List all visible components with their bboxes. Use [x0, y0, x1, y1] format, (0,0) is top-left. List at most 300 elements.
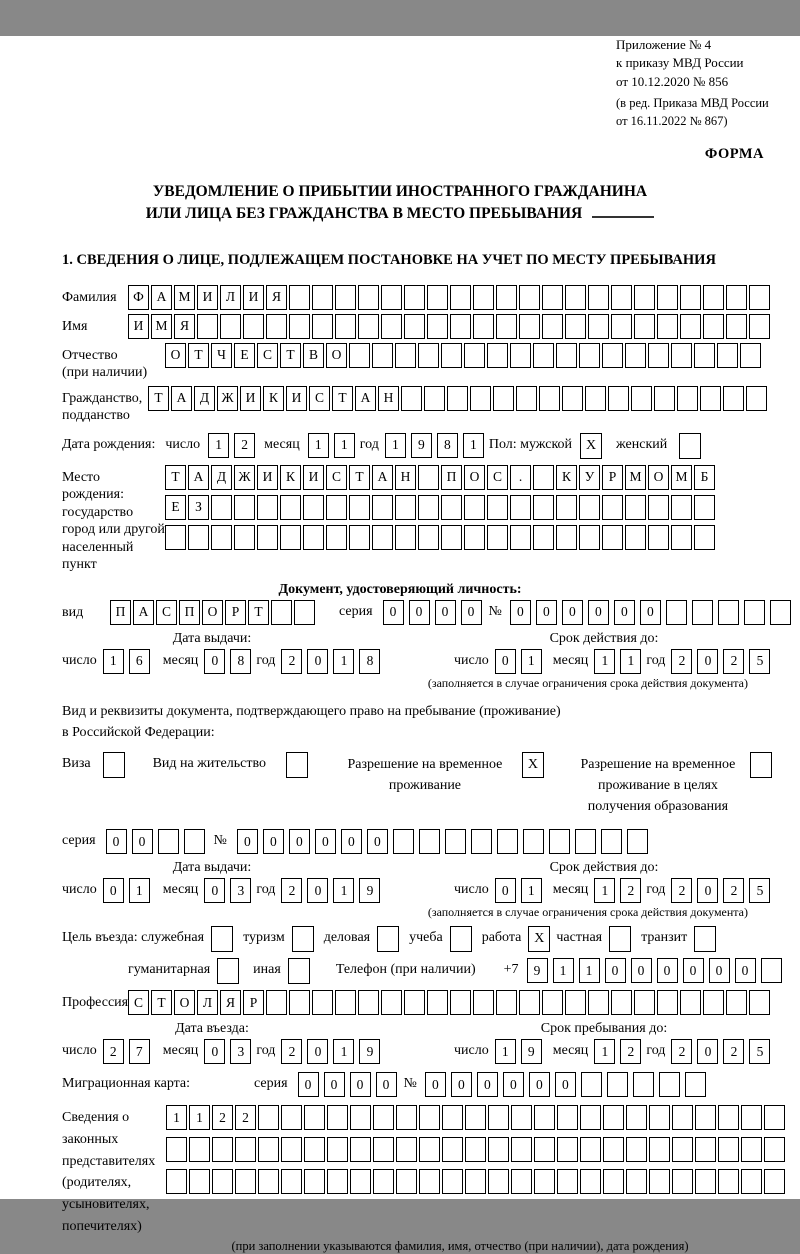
- char-cell[interactable]: [764, 1105, 785, 1130]
- char-cell[interactable]: 0: [263, 829, 284, 854]
- char-cell[interactable]: [533, 495, 554, 520]
- char-cell[interactable]: [534, 1137, 555, 1162]
- char-cell[interactable]: [327, 1105, 348, 1130]
- char-cell[interactable]: 0: [503, 1072, 524, 1097]
- char-cell[interactable]: [575, 829, 596, 854]
- char-cell[interactable]: [442, 1105, 463, 1130]
- char-cell[interactable]: И: [286, 386, 307, 411]
- char-cell[interactable]: [289, 314, 310, 339]
- char-cell[interactable]: [588, 285, 609, 310]
- char-cell[interactable]: [257, 495, 278, 520]
- char-cell[interactable]: [723, 386, 744, 411]
- char-cell[interactable]: [419, 1105, 440, 1130]
- char-cell[interactable]: 0: [409, 600, 430, 625]
- char-cell[interactable]: [565, 990, 586, 1015]
- char-cell[interactable]: [588, 314, 609, 339]
- char-cell[interactable]: 9: [359, 1039, 380, 1064]
- char-cell[interactable]: [280, 495, 301, 520]
- char-cell[interactable]: 1: [208, 433, 229, 458]
- char-cell[interactable]: [511, 1169, 532, 1194]
- char-cell[interactable]: [234, 495, 255, 520]
- char-cell[interactable]: 1: [333, 878, 354, 903]
- char-cell[interactable]: [303, 495, 324, 520]
- char-cell[interactable]: С: [487, 465, 508, 490]
- char-cell[interactable]: 2: [620, 1039, 641, 1064]
- char-cell[interactable]: [235, 1137, 256, 1162]
- char-cell[interactable]: [694, 343, 715, 368]
- char-cell[interactable]: [603, 1137, 624, 1162]
- char-cell[interactable]: 0: [697, 649, 718, 674]
- char-cell[interactable]: Р: [225, 600, 246, 625]
- char-cell[interactable]: 5: [749, 878, 770, 903]
- char-cell[interactable]: [312, 285, 333, 310]
- char-cell[interactable]: [703, 990, 724, 1015]
- char-cell[interactable]: [677, 386, 698, 411]
- char-cell[interactable]: [580, 1105, 601, 1130]
- char-cell[interactable]: [565, 285, 586, 310]
- char-cell[interactable]: [657, 285, 678, 310]
- char-cell[interactable]: 2: [281, 1039, 302, 1064]
- char-cell[interactable]: [726, 285, 747, 310]
- char-cell[interactable]: 2: [281, 878, 302, 903]
- char-cell[interactable]: [395, 495, 416, 520]
- sex-female-checkbox[interactable]: [679, 433, 701, 459]
- char-cell[interactable]: [349, 495, 370, 520]
- char-cell[interactable]: [470, 386, 491, 411]
- char-cell[interactable]: [258, 1137, 279, 1162]
- char-cell[interactable]: [695, 1105, 716, 1130]
- char-cell[interactable]: [625, 525, 646, 550]
- char-cell[interactable]: Л: [220, 285, 241, 310]
- char-cell[interactable]: [312, 990, 333, 1015]
- char-cell[interactable]: [335, 990, 356, 1015]
- char-cell[interactable]: [579, 525, 600, 550]
- char-cell[interactable]: [358, 285, 379, 310]
- char-cell[interactable]: 3: [230, 1039, 251, 1064]
- char-cell[interactable]: 0: [735, 958, 756, 983]
- char-cell[interactable]: [445, 829, 466, 854]
- char-cell[interactable]: 0: [605, 958, 626, 983]
- char-cell[interactable]: [580, 1169, 601, 1194]
- char-cell[interactable]: [281, 1105, 302, 1130]
- char-cell[interactable]: 2: [620, 878, 641, 903]
- char-cell[interactable]: [649, 1137, 670, 1162]
- purpose-tourism-checkbox[interactable]: [292, 926, 314, 952]
- char-cell[interactable]: 1: [521, 878, 542, 903]
- char-cell[interactable]: [744, 600, 765, 625]
- char-cell[interactable]: [666, 600, 687, 625]
- char-cell[interactable]: 8: [230, 649, 251, 674]
- char-cell[interactable]: [373, 1169, 394, 1194]
- char-cell[interactable]: [510, 495, 531, 520]
- char-cell[interactable]: [625, 495, 646, 520]
- char-cell[interactable]: [372, 343, 393, 368]
- char-cell[interactable]: 1: [166, 1105, 187, 1130]
- char-cell[interactable]: 2: [671, 649, 692, 674]
- char-cell[interactable]: [447, 386, 468, 411]
- char-cell[interactable]: [189, 1169, 210, 1194]
- char-cell[interactable]: [488, 1137, 509, 1162]
- char-cell[interactable]: 1: [579, 958, 600, 983]
- char-cell[interactable]: [519, 285, 540, 310]
- char-cell[interactable]: 0: [697, 878, 718, 903]
- char-cell[interactable]: Т: [165, 465, 186, 490]
- char-cell[interactable]: [487, 495, 508, 520]
- char-cell[interactable]: [648, 495, 669, 520]
- char-cell[interactable]: [349, 343, 370, 368]
- char-cell[interactable]: М: [671, 465, 692, 490]
- char-cell[interactable]: У: [579, 465, 600, 490]
- char-cell[interactable]: [464, 343, 485, 368]
- char-cell[interactable]: 1: [333, 1039, 354, 1064]
- char-cell[interactable]: [626, 1169, 647, 1194]
- char-cell[interactable]: 0: [435, 600, 456, 625]
- char-cell[interactable]: 0: [614, 600, 635, 625]
- char-cell[interactable]: [649, 1169, 670, 1194]
- char-cell[interactable]: 0: [709, 958, 730, 983]
- char-cell[interactable]: Б: [694, 465, 715, 490]
- char-cell[interactable]: [556, 343, 577, 368]
- char-cell[interactable]: [519, 314, 540, 339]
- char-cell[interactable]: 0: [204, 878, 225, 903]
- char-cell[interactable]: [189, 1137, 210, 1162]
- char-cell[interactable]: [634, 285, 655, 310]
- purpose-humanitarian-checkbox[interactable]: [217, 958, 239, 984]
- purpose-work-checkbox[interactable]: X: [528, 926, 550, 952]
- char-cell[interactable]: 0: [383, 600, 404, 625]
- char-cell[interactable]: 2: [671, 1039, 692, 1064]
- char-cell[interactable]: [534, 1169, 555, 1194]
- char-cell[interactable]: 0: [367, 829, 388, 854]
- char-cell[interactable]: 1: [385, 433, 406, 458]
- char-cell[interactable]: [373, 1137, 394, 1162]
- char-cell[interactable]: 1: [594, 649, 615, 674]
- char-cell[interactable]: [404, 990, 425, 1015]
- char-cell[interactable]: [243, 314, 264, 339]
- char-cell[interactable]: [533, 343, 554, 368]
- char-cell[interactable]: Н: [395, 465, 416, 490]
- char-cell[interactable]: [234, 525, 255, 550]
- char-cell[interactable]: [473, 285, 494, 310]
- char-cell[interactable]: 1: [553, 958, 574, 983]
- char-cell[interactable]: [649, 1105, 670, 1130]
- char-cell[interactable]: [740, 343, 761, 368]
- char-cell[interactable]: [703, 314, 724, 339]
- char-cell[interactable]: [749, 314, 770, 339]
- char-cell[interactable]: И: [197, 285, 218, 310]
- char-cell[interactable]: [770, 600, 791, 625]
- char-cell[interactable]: Л: [197, 990, 218, 1015]
- char-cell[interactable]: [680, 285, 701, 310]
- char-cell[interactable]: [419, 829, 440, 854]
- char-cell[interactable]: [488, 1105, 509, 1130]
- char-cell[interactable]: [496, 314, 517, 339]
- char-cell[interactable]: 8: [359, 649, 380, 674]
- char-cell[interactable]: [657, 990, 678, 1015]
- char-cell[interactable]: С: [309, 386, 330, 411]
- char-cell[interactable]: 0: [307, 878, 328, 903]
- char-cell[interactable]: [396, 1137, 417, 1162]
- char-cell[interactable]: [349, 525, 370, 550]
- char-cell[interactable]: К: [556, 465, 577, 490]
- purpose-transit-checkbox[interactable]: [694, 926, 716, 952]
- char-cell[interactable]: О: [202, 600, 223, 625]
- char-cell[interactable]: 8: [437, 433, 458, 458]
- char-cell[interactable]: [741, 1137, 762, 1162]
- char-cell[interactable]: 0: [461, 600, 482, 625]
- char-cell[interactable]: [266, 990, 287, 1015]
- char-cell[interactable]: [381, 990, 402, 1015]
- char-cell[interactable]: [692, 600, 713, 625]
- char-cell[interactable]: И: [240, 386, 261, 411]
- char-cell[interactable]: 0: [683, 958, 704, 983]
- char-cell[interactable]: [718, 1137, 739, 1162]
- char-cell[interactable]: [326, 495, 347, 520]
- char-cell[interactable]: [257, 525, 278, 550]
- char-cell[interactable]: 1: [521, 649, 542, 674]
- char-cell[interactable]: [718, 1105, 739, 1130]
- char-cell[interactable]: 9: [359, 878, 380, 903]
- char-cell[interactable]: [633, 1072, 654, 1097]
- char-cell[interactable]: 1: [308, 433, 329, 458]
- char-cell[interactable]: [694, 495, 715, 520]
- char-cell[interactable]: Т: [280, 343, 301, 368]
- char-cell[interactable]: [464, 525, 485, 550]
- char-cell[interactable]: [418, 495, 439, 520]
- temp-residence-edu-checkbox[interactable]: [750, 752, 772, 778]
- char-cell[interactable]: [672, 1105, 693, 1130]
- char-cell[interactable]: [511, 1137, 532, 1162]
- char-cell[interactable]: 1: [463, 433, 484, 458]
- char-cell[interactable]: 2: [235, 1105, 256, 1130]
- char-cell[interactable]: [235, 1169, 256, 1194]
- char-cell[interactable]: [680, 314, 701, 339]
- char-cell[interactable]: [188, 525, 209, 550]
- char-cell[interactable]: [427, 285, 448, 310]
- char-cell[interactable]: [556, 495, 577, 520]
- char-cell[interactable]: 1: [334, 433, 355, 458]
- char-cell[interactable]: 3: [230, 878, 251, 903]
- char-cell[interactable]: [350, 1137, 371, 1162]
- char-cell[interactable]: [335, 314, 356, 339]
- char-cell[interactable]: [602, 343, 623, 368]
- char-cell[interactable]: 2: [281, 649, 302, 674]
- char-cell[interactable]: 1: [594, 1039, 615, 1064]
- char-cell[interactable]: [717, 343, 738, 368]
- char-cell[interactable]: [654, 386, 675, 411]
- char-cell[interactable]: [519, 990, 540, 1015]
- char-cell[interactable]: [211, 495, 232, 520]
- char-cell[interactable]: [671, 495, 692, 520]
- char-cell[interactable]: 0: [640, 600, 661, 625]
- char-cell[interactable]: [671, 343, 692, 368]
- char-cell[interactable]: 1: [620, 649, 641, 674]
- char-cell[interactable]: [358, 314, 379, 339]
- char-cell[interactable]: [404, 314, 425, 339]
- char-cell[interactable]: [350, 1105, 371, 1130]
- char-cell[interactable]: [165, 525, 186, 550]
- char-cell[interactable]: Ж: [234, 465, 255, 490]
- char-cell[interactable]: Ф: [128, 285, 149, 310]
- char-cell[interactable]: [211, 525, 232, 550]
- char-cell[interactable]: [588, 990, 609, 1015]
- char-cell[interactable]: [648, 525, 669, 550]
- char-cell[interactable]: [764, 1137, 785, 1162]
- char-cell[interactable]: 1: [103, 649, 124, 674]
- char-cell[interactable]: [465, 1169, 486, 1194]
- char-cell[interactable]: М: [174, 285, 195, 310]
- char-cell[interactable]: 1: [495, 1039, 516, 1064]
- char-cell[interactable]: [516, 386, 537, 411]
- char-cell[interactable]: [542, 990, 563, 1015]
- char-cell[interactable]: 5: [749, 649, 770, 674]
- char-cell[interactable]: 2: [234, 433, 255, 458]
- char-cell[interactable]: Д: [211, 465, 232, 490]
- char-cell[interactable]: [395, 343, 416, 368]
- char-cell[interactable]: [579, 343, 600, 368]
- char-cell[interactable]: [465, 1137, 486, 1162]
- char-cell[interactable]: [465, 1105, 486, 1130]
- char-cell[interactable]: О: [464, 465, 485, 490]
- char-cell[interactable]: 0: [376, 1072, 397, 1097]
- char-cell[interactable]: [418, 465, 439, 490]
- char-cell[interactable]: 0: [657, 958, 678, 983]
- char-cell[interactable]: [557, 1137, 578, 1162]
- char-cell[interactable]: [625, 343, 646, 368]
- char-cell[interactable]: П: [179, 600, 200, 625]
- char-cell[interactable]: [166, 1137, 187, 1162]
- char-cell[interactable]: [631, 386, 652, 411]
- char-cell[interactable]: [258, 1105, 279, 1130]
- char-cell[interactable]: [304, 1169, 325, 1194]
- char-cell[interactable]: [533, 465, 554, 490]
- char-cell[interactable]: П: [441, 465, 462, 490]
- char-cell[interactable]: [764, 1169, 785, 1194]
- char-cell[interactable]: И: [128, 314, 149, 339]
- char-cell[interactable]: 0: [341, 829, 362, 854]
- char-cell[interactable]: В: [303, 343, 324, 368]
- char-cell[interactable]: Т: [151, 990, 172, 1015]
- char-cell[interactable]: 7: [129, 1039, 150, 1064]
- char-cell[interactable]: 1: [129, 878, 150, 903]
- char-cell[interactable]: [350, 1169, 371, 1194]
- char-cell[interactable]: 0: [562, 600, 583, 625]
- char-cell[interactable]: [487, 343, 508, 368]
- char-cell[interactable]: [627, 829, 648, 854]
- char-cell[interactable]: [565, 314, 586, 339]
- char-cell[interactable]: [166, 1169, 187, 1194]
- char-cell[interactable]: 2: [103, 1039, 124, 1064]
- char-cell[interactable]: [396, 1105, 417, 1130]
- char-cell[interactable]: [680, 990, 701, 1015]
- char-cell[interactable]: [746, 386, 767, 411]
- char-cell[interactable]: [672, 1169, 693, 1194]
- char-cell[interactable]: [488, 1169, 509, 1194]
- char-cell[interactable]: С: [257, 343, 278, 368]
- char-cell[interactable]: [212, 1137, 233, 1162]
- char-cell[interactable]: [487, 525, 508, 550]
- char-cell[interactable]: 2: [723, 878, 744, 903]
- char-cell[interactable]: [549, 829, 570, 854]
- char-cell[interactable]: С: [156, 600, 177, 625]
- char-cell[interactable]: [601, 829, 622, 854]
- char-cell[interactable]: [358, 990, 379, 1015]
- char-cell[interactable]: 0: [495, 649, 516, 674]
- char-cell[interactable]: Т: [332, 386, 353, 411]
- char-cell[interactable]: [450, 990, 471, 1015]
- char-cell[interactable]: [212, 1169, 233, 1194]
- char-cell[interactable]: [718, 1169, 739, 1194]
- char-cell[interactable]: [424, 386, 445, 411]
- char-cell[interactable]: [556, 525, 577, 550]
- char-cell[interactable]: 1: [594, 878, 615, 903]
- char-cell[interactable]: [726, 314, 747, 339]
- char-cell[interactable]: [396, 1169, 417, 1194]
- char-cell[interactable]: 0: [315, 829, 336, 854]
- char-cell[interactable]: 0: [529, 1072, 550, 1097]
- char-cell[interactable]: 9: [411, 433, 432, 458]
- char-cell[interactable]: 0: [510, 600, 531, 625]
- char-cell[interactable]: 2: [723, 649, 744, 674]
- char-cell[interactable]: 0: [298, 1072, 319, 1097]
- char-cell[interactable]: [510, 525, 531, 550]
- char-cell[interactable]: [450, 314, 471, 339]
- char-cell[interactable]: Я: [220, 990, 241, 1015]
- char-cell[interactable]: [404, 285, 425, 310]
- char-cell[interactable]: М: [151, 314, 172, 339]
- char-cell[interactable]: Т: [188, 343, 209, 368]
- char-cell[interactable]: 9: [521, 1039, 542, 1064]
- char-cell[interactable]: [671, 525, 692, 550]
- char-cell[interactable]: [585, 386, 606, 411]
- char-cell[interactable]: [281, 1169, 302, 1194]
- char-cell[interactable]: 0: [106, 829, 127, 854]
- char-cell[interactable]: 0: [555, 1072, 576, 1097]
- char-cell[interactable]: [473, 990, 494, 1015]
- char-cell[interactable]: 0: [495, 878, 516, 903]
- char-cell[interactable]: [373, 1105, 394, 1130]
- char-cell[interactable]: [694, 525, 715, 550]
- char-cell[interactable]: [749, 285, 770, 310]
- char-cell[interactable]: [718, 600, 739, 625]
- char-cell[interactable]: [327, 1169, 348, 1194]
- char-cell[interactable]: 0: [204, 1039, 225, 1064]
- char-cell[interactable]: 2: [671, 878, 692, 903]
- char-cell[interactable]: [418, 343, 439, 368]
- char-cell[interactable]: [603, 1105, 624, 1130]
- char-cell[interactable]: [580, 1137, 601, 1162]
- char-cell[interactable]: [289, 990, 310, 1015]
- char-cell[interactable]: 0: [307, 649, 328, 674]
- char-cell[interactable]: [184, 829, 205, 854]
- char-cell[interactable]: [266, 314, 287, 339]
- purpose-study-checkbox[interactable]: [450, 926, 472, 952]
- char-cell[interactable]: [657, 314, 678, 339]
- char-cell[interactable]: С: [326, 465, 347, 490]
- char-cell[interactable]: [289, 285, 310, 310]
- char-cell[interactable]: [381, 314, 402, 339]
- char-cell[interactable]: [581, 1072, 602, 1097]
- temp-residence-checkbox[interactable]: X: [522, 752, 544, 778]
- char-cell[interactable]: А: [151, 285, 172, 310]
- char-cell[interactable]: [294, 600, 315, 625]
- char-cell[interactable]: [659, 1072, 680, 1097]
- char-cell[interactable]: Ч: [211, 343, 232, 368]
- char-cell[interactable]: [695, 1137, 716, 1162]
- purpose-official-checkbox[interactable]: [211, 926, 233, 952]
- char-cell[interactable]: 0: [451, 1072, 472, 1097]
- char-cell[interactable]: [602, 525, 623, 550]
